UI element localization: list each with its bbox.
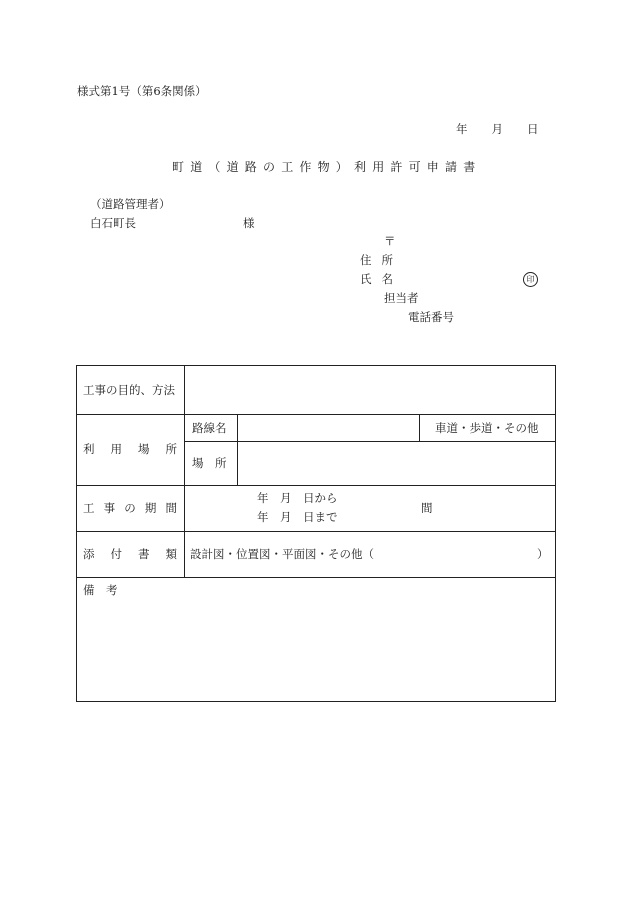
attachments-label-char: 付: [110, 547, 122, 561]
period-label-char: 事: [103, 501, 116, 515]
period-label-char: 期: [144, 501, 157, 515]
period-between: 間: [421, 501, 433, 515]
row-divider: [77, 577, 555, 578]
row-divider: [77, 531, 555, 532]
period-label: [83, 503, 177, 515]
attachments-label: [83, 549, 177, 561]
attachments-label-char: 書: [138, 547, 150, 561]
addressee-label: （道路管理者）: [90, 197, 171, 211]
purpose-label: 工事の目的、方法: [83, 383, 175, 397]
date-month-label: 月: [491, 122, 503, 136]
addressee-name: 白石町長: [90, 216, 136, 230]
period-label-char: の: [124, 501, 136, 515]
period-to[interactable]: 年 月 日まで: [257, 510, 338, 524]
attachments-label-char: 類: [165, 547, 177, 561]
period-label-char: 工: [83, 501, 95, 515]
remarks-field[interactable]: [78, 602, 554, 700]
period-from[interactable]: 年 月 日から: [257, 491, 338, 505]
seal-mark: 印: [523, 272, 538, 287]
road-type-options[interactable]: 車道・歩道・その他: [435, 421, 539, 435]
date-year-label: 年: [456, 122, 468, 136]
application-form-table: [76, 365, 556, 702]
address-label: 住所: [360, 253, 403, 267]
location-label-char: 所: [165, 442, 177, 456]
place-field[interactable]: [238, 442, 554, 484]
phone-label: 電話番号: [408, 310, 454, 324]
period-label-char: 間: [165, 501, 177, 515]
route-name-label: 路線名: [192, 421, 227, 435]
form-number: 様式第1号（第6条関係）: [77, 84, 207, 98]
honorific: 様: [243, 216, 255, 230]
location-label-char: 用: [110, 442, 122, 456]
purpose-field[interactable]: [185, 367, 554, 413]
location-label: [83, 444, 177, 456]
route-name-field[interactable]: [238, 415, 418, 440]
row-divider: [77, 485, 555, 486]
postal-mark: 〒: [384, 234, 396, 248]
column-divider: [419, 414, 420, 441]
attachments-value[interactable]: 設計図・位置図・平面図・その他（: [190, 547, 374, 561]
person-in-charge-label: 担当者: [384, 291, 419, 305]
location-label-char: 場: [138, 442, 150, 456]
attachments-label-char: 添: [83, 547, 95, 561]
document-title: 町道（道路の工作物）利用許可申請書: [172, 160, 482, 174]
name-label: 氏名: [360, 272, 403, 286]
date-line: [456, 124, 539, 136]
attachments-close: ）: [537, 547, 549, 561]
location-label-char: 利: [83, 442, 95, 456]
place-label: 場 所: [192, 456, 227, 470]
date-day-label: 日: [527, 122, 539, 136]
remarks-label: 備 考: [83, 583, 118, 597]
